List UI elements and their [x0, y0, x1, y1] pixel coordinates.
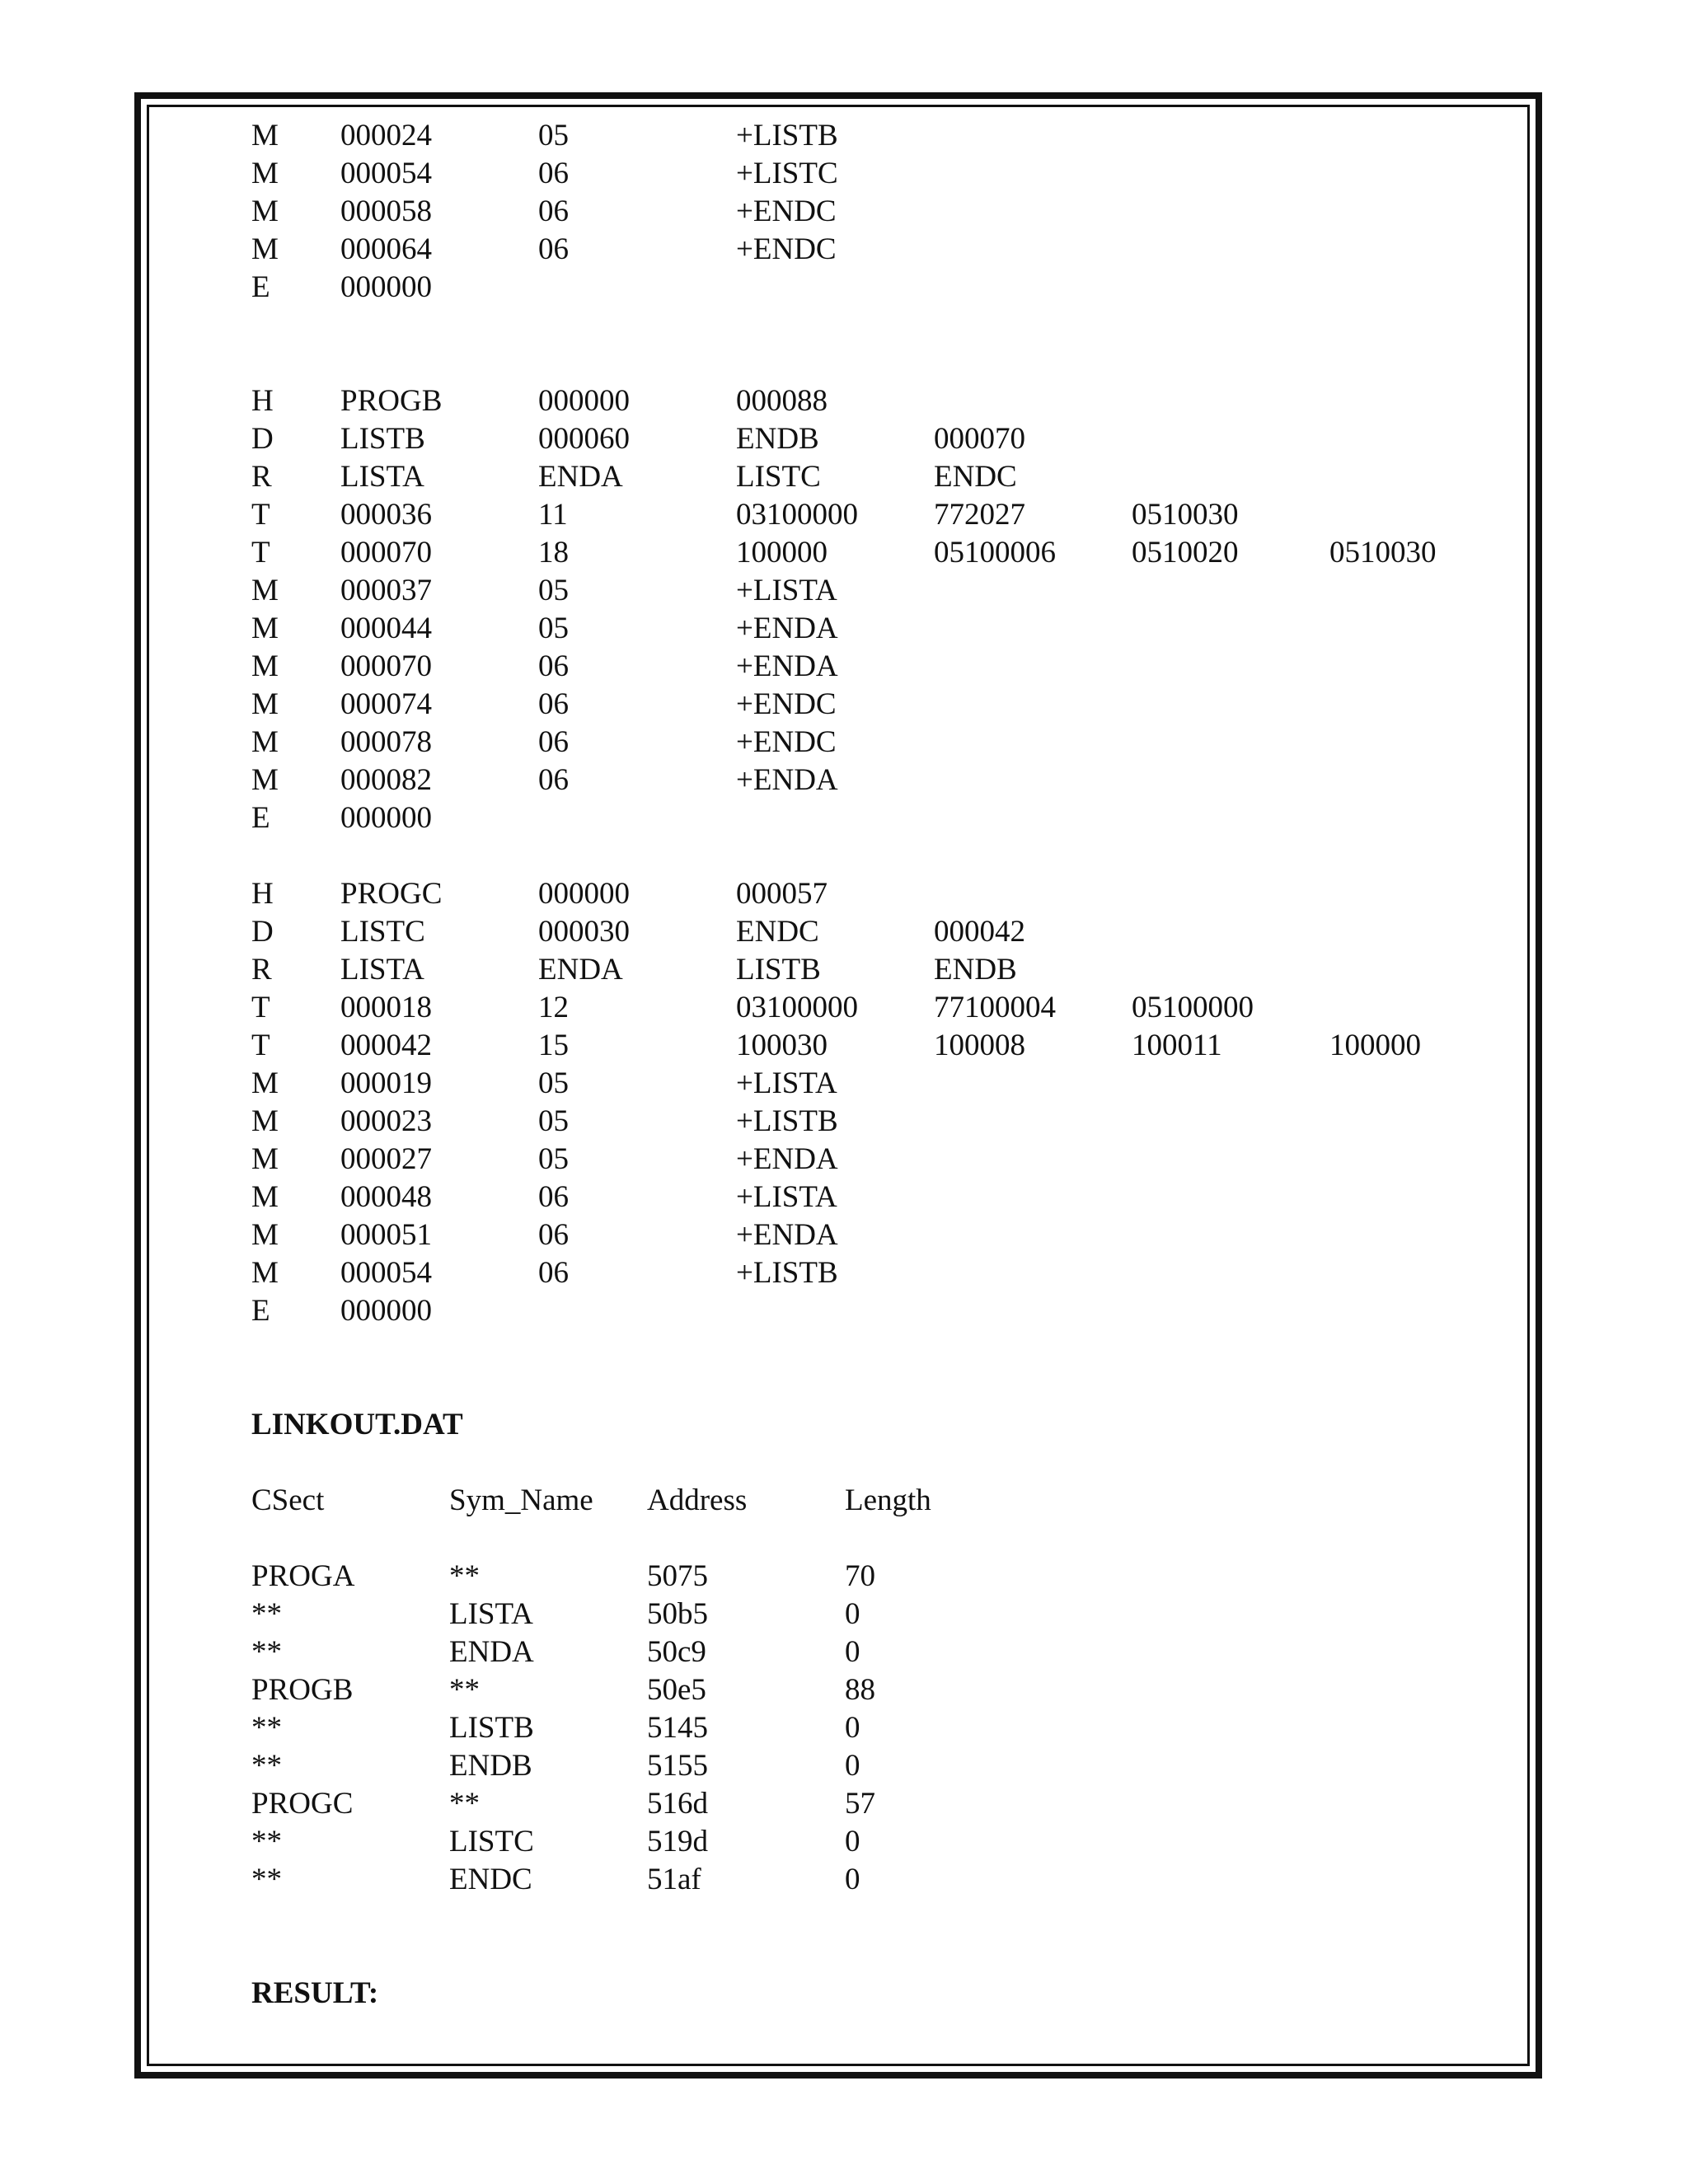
- record-type: M: [251, 574, 279, 607]
- spacer: [251, 344, 1504, 382]
- record-type: H: [251, 877, 274, 911]
- record-field: +ENDA: [736, 612, 838, 645]
- table-row: [251, 1558, 1504, 1596]
- record-field: 05: [538, 574, 569, 607]
- record-field: LISTC: [340, 915, 425, 949]
- record-line: [251, 269, 1504, 307]
- record-field: 000042: [340, 1029, 432, 1062]
- record-field: 000030: [538, 915, 630, 949]
- table-row: [251, 1747, 1504, 1785]
- record-field: 0510030: [1132, 498, 1239, 532]
- record-type: M: [251, 612, 279, 645]
- record-type: T: [251, 991, 270, 1024]
- table-cell: 51af: [647, 1863, 701, 1896]
- record-type: R: [251, 953, 272, 987]
- record-line: [251, 951, 1504, 989]
- record-type: E: [251, 801, 270, 835]
- record-field: 000051: [340, 1218, 432, 1252]
- record-field: 000000: [340, 801, 432, 835]
- column-header-csect: CSect: [251, 1483, 325, 1517]
- record-field: 000018: [340, 991, 432, 1024]
- record-type: M: [251, 725, 279, 759]
- table-row: [251, 1861, 1504, 1899]
- record-type: M: [251, 1066, 279, 1100]
- table-row: [251, 1671, 1504, 1709]
- record-type: M: [251, 1180, 279, 1214]
- record-type: M: [251, 194, 279, 228]
- column-header-address: Address: [647, 1483, 748, 1517]
- record-field: 06: [538, 232, 569, 266]
- table-cell: 0: [845, 1711, 860, 1745]
- record-field: 06: [538, 194, 569, 228]
- result-label: RESULT:: [251, 1976, 379, 2010]
- spacer: [251, 1368, 1504, 1406]
- record-field: ENDA: [538, 953, 623, 987]
- record-field: 06: [538, 725, 569, 759]
- record-field: +LISTA: [736, 1180, 837, 1214]
- table-cell: LISTC: [449, 1825, 534, 1858]
- record-line: [251, 193, 1504, 231]
- record-field: 000019: [340, 1066, 432, 1100]
- record-field: 000000: [538, 877, 630, 911]
- record-field: 77100004: [934, 991, 1056, 1024]
- table-cell: **: [449, 1559, 480, 1593]
- table-cell: PROGC: [251, 1787, 354, 1821]
- record-line: [251, 648, 1504, 686]
- table-row: [251, 1633, 1504, 1671]
- record-type: M: [251, 687, 279, 721]
- record-field: ENDC: [736, 915, 819, 949]
- record-type: R: [251, 460, 272, 494]
- record-field: 100008: [934, 1029, 1025, 1062]
- table-cell: 0: [845, 1597, 860, 1631]
- table-cell: PROGA: [251, 1559, 355, 1593]
- record-type: D: [251, 915, 274, 949]
- record-line: [251, 686, 1504, 724]
- table-cell: 0: [845, 1749, 860, 1783]
- record-field: 100000: [736, 536, 828, 569]
- record-field: +ENDC: [736, 232, 837, 266]
- spacer: [251, 1444, 1504, 1482]
- record-field: 000057: [736, 877, 828, 911]
- record-line: [251, 1141, 1504, 1179]
- column-header-length: Length: [845, 1483, 931, 1517]
- record-line: [251, 610, 1504, 648]
- record-line: [251, 1027, 1504, 1065]
- record-type: M: [251, 763, 279, 797]
- record-line: [251, 913, 1504, 951]
- table-cell: 0: [845, 1863, 860, 1896]
- table-cell: ENDA: [449, 1635, 534, 1669]
- record-line: [251, 572, 1504, 610]
- record-type: E: [251, 270, 270, 304]
- record-field: +ENDC: [736, 687, 837, 721]
- record-field: 06: [538, 1180, 569, 1214]
- record-field: 000064: [340, 232, 432, 266]
- record-line: [251, 420, 1504, 458]
- record-field: 000078: [340, 725, 432, 759]
- spacer: [251, 1330, 1504, 1368]
- linkout-title: LINKOUT.DAT: [251, 1408, 463, 1441]
- record-line: [251, 724, 1504, 762]
- record-field: LISTC: [736, 460, 821, 494]
- record-field: 000088: [736, 384, 828, 418]
- table-cell: 88: [845, 1673, 875, 1707]
- table-cell: 516d: [647, 1787, 708, 1821]
- document-body: [251, 117, 1504, 2013]
- table-cell: 519d: [647, 1825, 708, 1858]
- record-field: LISTA: [340, 953, 424, 987]
- record-field: +ENDC: [736, 725, 837, 759]
- record-type: M: [251, 157, 279, 190]
- record-field: 06: [538, 1256, 569, 1290]
- record-field: 000070: [340, 649, 432, 683]
- record-line: [251, 458, 1504, 496]
- record-line: [251, 1103, 1504, 1141]
- table-cell: LISTB: [449, 1711, 534, 1745]
- table-cell: 70: [845, 1559, 875, 1593]
- linkout-header-row: [251, 1482, 1504, 1520]
- record-field: 06: [538, 649, 569, 683]
- record-line: [251, 762, 1504, 799]
- record-field: 000000: [340, 1294, 432, 1328]
- table-cell: 50c9: [647, 1635, 706, 1669]
- record-field: 06: [538, 763, 569, 797]
- record-line: [251, 382, 1504, 420]
- record-field: 06: [538, 687, 569, 721]
- record-field: +ENDA: [736, 1142, 838, 1176]
- record-type: M: [251, 1104, 279, 1138]
- record-field: 100030: [736, 1029, 828, 1062]
- record-field: 000000: [538, 384, 630, 418]
- record-type: M: [251, 649, 279, 683]
- record-type: H: [251, 384, 274, 418]
- record-line: [251, 989, 1504, 1027]
- record-field: PROGC: [340, 877, 443, 911]
- record-field: +ENDA: [736, 649, 838, 683]
- record-type: M: [251, 232, 279, 266]
- record-field: +LISTA: [736, 1066, 837, 1100]
- record-field: 000000: [340, 270, 432, 304]
- record-line: [251, 496, 1504, 534]
- record-field: 05100000: [1132, 991, 1254, 1024]
- record-field: 06: [538, 157, 569, 190]
- record-field: ENDB: [934, 953, 1017, 987]
- table-cell: 57: [845, 1787, 875, 1821]
- table-cell: **: [251, 1635, 282, 1669]
- record-field: 000024: [340, 119, 432, 152]
- record-field: 11: [538, 498, 568, 532]
- record-field: 05: [538, 1104, 569, 1138]
- record-type: M: [251, 1256, 279, 1290]
- record-field: 0510030: [1329, 536, 1437, 569]
- table-cell: **: [449, 1673, 480, 1707]
- record-field: 000048: [340, 1180, 432, 1214]
- record-type: T: [251, 536, 270, 569]
- record-field: 12: [538, 991, 569, 1024]
- table-row: [251, 1785, 1504, 1823]
- record-line: [251, 799, 1504, 837]
- spacer: [251, 307, 1504, 344]
- table-cell: **: [251, 1863, 282, 1896]
- record-field: 100011: [1132, 1029, 1222, 1062]
- record-field: ENDB: [736, 422, 819, 456]
- record-field: PROGB: [340, 384, 443, 418]
- record-type: M: [251, 1218, 279, 1252]
- table-row: [251, 1823, 1504, 1861]
- record-field: +LISTA: [736, 574, 837, 607]
- table-cell: PROGB: [251, 1673, 354, 1707]
- record-field: 000037: [340, 574, 432, 607]
- table-cell: 0: [845, 1635, 860, 1669]
- record-field: 000074: [340, 687, 432, 721]
- table-cell: **: [449, 1787, 480, 1821]
- table-cell: **: [251, 1749, 282, 1783]
- table-cell: 0: [845, 1825, 860, 1858]
- record-field: 05100006: [934, 536, 1056, 569]
- table-cell: **: [251, 1825, 282, 1858]
- spacer: [251, 1899, 1504, 1937]
- record-field: +ENDC: [736, 194, 837, 228]
- record-field: 000058: [340, 194, 432, 228]
- table-cell: 50e5: [647, 1673, 706, 1707]
- record-field: 772027: [934, 498, 1025, 532]
- table-cell: **: [251, 1597, 282, 1631]
- record-field: 000042: [934, 915, 1025, 949]
- record-field: ENDA: [538, 460, 623, 494]
- record-line: [251, 1216, 1504, 1254]
- record-field: LISTA: [340, 460, 424, 494]
- record-field: 0510020: [1132, 536, 1239, 569]
- record-field: 03100000: [736, 498, 858, 532]
- record-field: 05: [538, 1142, 569, 1176]
- record-field: ENDC: [934, 460, 1017, 494]
- record-type: E: [251, 1294, 270, 1328]
- record-field: +ENDA: [736, 763, 838, 797]
- record-field: 000044: [340, 612, 432, 645]
- table-cell: 50b5: [647, 1597, 708, 1631]
- spacer: [251, 837, 1504, 875]
- record-field: 05: [538, 1066, 569, 1100]
- table-cell: 5075: [647, 1559, 708, 1593]
- record-field: 000060: [538, 422, 630, 456]
- record-line: [251, 1254, 1504, 1292]
- table-cell: 5145: [647, 1711, 708, 1745]
- record-field: LISTB: [340, 422, 425, 456]
- record-line: [251, 117, 1504, 155]
- record-field: +LISTB: [736, 1104, 838, 1138]
- table-row: [251, 1709, 1504, 1747]
- record-type: T: [251, 498, 270, 532]
- record-field: 15: [538, 1029, 569, 1062]
- record-line: [251, 1292, 1504, 1330]
- record-field: +LISTB: [736, 119, 838, 152]
- record-field: 000054: [340, 1256, 432, 1290]
- record-field: +ENDA: [736, 1218, 838, 1252]
- record-field: 000054: [340, 157, 432, 190]
- table-cell: ENDB: [449, 1749, 532, 1783]
- table-cell: LISTA: [449, 1597, 533, 1631]
- record-type: M: [251, 119, 279, 152]
- object-program-records: [251, 117, 1504, 1330]
- record-line: [251, 231, 1504, 269]
- table-cell: 5155: [647, 1749, 708, 1783]
- table-row: [251, 1596, 1504, 1633]
- record-field: 000070: [934, 422, 1025, 456]
- record-field: 03100000: [736, 991, 858, 1024]
- record-field: 000023: [340, 1104, 432, 1138]
- record-field: 000036: [340, 498, 432, 532]
- record-field: 05: [538, 119, 569, 152]
- column-header-sym-name: Sym_Name: [449, 1483, 593, 1517]
- record-field: 100000: [1329, 1029, 1421, 1062]
- record-line: [251, 875, 1504, 913]
- record-field: 06: [538, 1218, 569, 1252]
- record-field: 000070: [340, 536, 432, 569]
- record-field: 18: [538, 536, 569, 569]
- record-type: M: [251, 1142, 279, 1176]
- record-line: [251, 534, 1504, 572]
- record-type: T: [251, 1029, 270, 1062]
- record-field: 000027: [340, 1142, 432, 1176]
- linkout-table-body: [251, 1558, 1504, 1899]
- table-cell: **: [251, 1711, 282, 1745]
- record-line: [251, 1179, 1504, 1216]
- spacer: [251, 1937, 1504, 1975]
- record-line: [251, 155, 1504, 193]
- record-field: +LISTC: [736, 157, 838, 190]
- record-field: 05: [538, 612, 569, 645]
- record-field: LISTB: [736, 953, 821, 987]
- spacer: [251, 1520, 1504, 1558]
- table-cell: ENDC: [449, 1863, 532, 1896]
- record-field: 000082: [340, 763, 432, 797]
- record-line: [251, 1065, 1504, 1103]
- record-type: D: [251, 422, 274, 456]
- record-field: +LISTB: [736, 1256, 838, 1290]
